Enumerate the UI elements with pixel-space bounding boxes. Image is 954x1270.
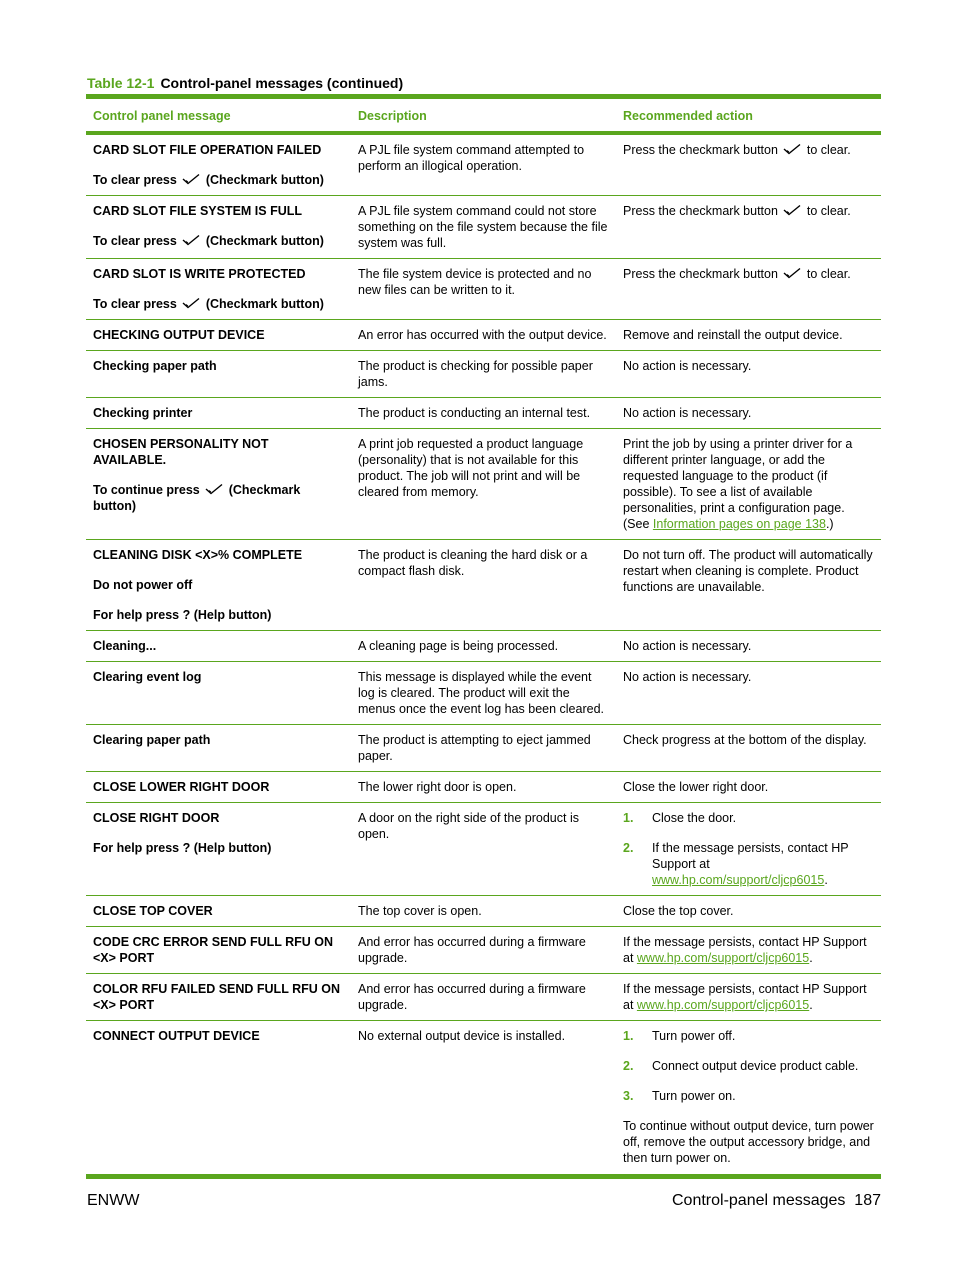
message-cell: [86, 725, 351, 772]
step-text-main: Turn power off.: [652, 1029, 736, 1043]
action-step: [623, 840, 874, 888]
description-cell: An error has occurred with the output device.: [351, 320, 616, 351]
action-text: Print the job by using a printer driver for a different printer language, or add the requested language to the product (if possible). To see a list of available personalities, print a configuration page. (See: [623, 437, 853, 531]
step-text: [652, 1028, 874, 1044]
checkmark-icon: [783, 143, 801, 155]
table-header-row: [86, 97, 881, 134]
step-text-main: Turn power on.: [652, 1089, 736, 1103]
message-text: For help press ? (Help button): [93, 608, 272, 622]
description-cell: A PJL file system command attempted to perform an illogical operation.: [351, 133, 616, 196]
checkmark-icon: [783, 204, 801, 216]
action-cell: [616, 974, 881, 1021]
message-text: Clearing event log: [93, 670, 202, 684]
action-text-end: .: [809, 998, 813, 1012]
message-text: CODE CRC ERROR SEND FULL RFU ON <X> PORT: [93, 935, 334, 965]
step-text: [652, 1058, 874, 1074]
table-row: [86, 974, 881, 1021]
message-instruction: [93, 172, 344, 188]
header-action: Recommended action: [616, 97, 881, 134]
table-row: [86, 803, 881, 896]
message-cell: [86, 196, 351, 259]
action-pre: Press the checkmark button: [623, 204, 778, 218]
message-text: Cleaning...: [93, 639, 157, 653]
action-text-end: .): [825, 517, 834, 531]
message-text: CLOSE LOWER RIGHT DOOR: [93, 780, 270, 794]
action-step: [623, 1088, 874, 1104]
table-row: [86, 133, 881, 196]
action-post: to clear.: [806, 204, 851, 218]
table-caption: [87, 75, 403, 91]
action-text: If the message persists, contact HP Support at: [623, 935, 867, 965]
table-row: [86, 662, 881, 725]
description-cell: The file system device is protected and no new files can be written to it.: [351, 259, 616, 320]
message-cell: [86, 974, 351, 1021]
action-cell: No action is necessary.: [616, 351, 881, 398]
page-number: 187: [854, 1192, 881, 1209]
action-pre: Press the checkmark button: [623, 267, 778, 281]
support-link[interactable]: www.hp.com/support/cljcp6015: [636, 998, 810, 1012]
step-text-main: Close the door.: [652, 811, 737, 825]
step-number: 1.: [623, 811, 634, 825]
table-title: Control-panel messages (continued): [160, 75, 404, 91]
action-post: to clear.: [806, 267, 851, 281]
instruction-post: (Checkmark button): [205, 234, 324, 248]
description-cell: A print job requested a product language (personality) that is not available for this product. The job will not print and will be cleared from memory.: [351, 429, 616, 540]
table-row: [86, 772, 881, 803]
header-description: Description: [351, 97, 616, 134]
table-number: Table 12-1: [87, 75, 155, 91]
message-cell: [86, 259, 351, 320]
action-note: To continue without output device, turn power off, remove the output accessory bridge, and then turn power on.: [623, 1119, 874, 1165]
action-cell: No action is necessary.: [616, 662, 881, 725]
message-text: CLOSE TOP COVER: [93, 904, 213, 918]
message-cell: [86, 1021, 351, 1177]
table-row: [86, 540, 881, 631]
action-cell: Check progress at the bottom of the display.: [616, 725, 881, 772]
step-number: 3.: [623, 1089, 634, 1103]
step-text-end: .: [824, 873, 828, 887]
description-cell: The top cover is open.: [351, 896, 616, 927]
message-text: COLOR RFU FAILED SEND FULL RFU ON <X> PORT: [93, 982, 340, 1012]
table-row: [86, 631, 881, 662]
message-instruction: [93, 233, 344, 249]
instruction-post: (Checkmark button): [205, 173, 324, 187]
action-cell: [616, 133, 881, 196]
instruction-pre: To clear press: [93, 173, 177, 187]
message-text: CARD SLOT FILE OPERATION FAILED: [93, 143, 322, 157]
description-cell: This message is displayed while the event log is cleared. The product will exit the menus once the event log has been cleared.: [351, 662, 616, 725]
message-cell: [86, 429, 351, 540]
action-cell: No action is necessary.: [616, 398, 881, 429]
table-row: [86, 927, 881, 974]
support-link[interactable]: www.hp.com/support/cljcp6015: [652, 873, 825, 887]
action-cell: Remove and reinstall the output device.: [616, 320, 881, 351]
message-text: CARD SLOT FILE SYSTEM IS FULL: [93, 204, 303, 218]
action-step: [623, 810, 874, 826]
message-cell: [86, 662, 351, 725]
message-cell: [86, 540, 351, 631]
message-instruction: [93, 482, 344, 514]
instruction-post: (Checkmark button): [93, 483, 301, 513]
step-text: [652, 840, 874, 888]
support-link[interactable]: www.hp.com/support/cljcp6015: [636, 951, 810, 965]
table-row: [86, 320, 881, 351]
description-cell: The lower right door is open.: [351, 772, 616, 803]
description-cell: And error has occurred during a firmware upgrade.: [351, 974, 616, 1021]
step-text-main: Connect output device product cable.: [652, 1059, 859, 1073]
action-step: [623, 1028, 874, 1044]
description-cell: The product is conducting an internal test.: [351, 398, 616, 429]
action-cell: No action is necessary.: [616, 631, 881, 662]
footer-section-title: Control-panel messages: [671, 1192, 846, 1209]
header-message: Control panel message: [86, 97, 351, 134]
checkmark-icon: [783, 267, 801, 279]
message-text: Checking paper path: [93, 359, 217, 373]
instruction-pre: To clear press: [93, 234, 177, 248]
instruction-post: (Checkmark button): [205, 297, 324, 311]
step-text: [652, 1088, 874, 1104]
message-text: Clearing paper path: [93, 733, 211, 747]
description-cell: A cleaning page is being processed.: [351, 631, 616, 662]
table-row: [86, 351, 881, 398]
message-cell: [86, 398, 351, 429]
footer-edition: ENWW: [87, 1192, 140, 1209]
message-text: CHOSEN PERSONALITY NOT AVAILABLE.: [93, 437, 269, 467]
message-text: CLOSE RIGHT DOOR: [93, 811, 220, 825]
message-text: CHECKING OUTPUT DEVICE: [93, 328, 265, 342]
step-number: 2.: [623, 841, 634, 855]
table-row: [86, 896, 881, 927]
message-cell: [86, 631, 351, 662]
description-cell: A PJL file system command could not store something on the file system because the file system was full.: [351, 196, 616, 259]
action-cell: [616, 259, 881, 320]
action-cell: Do not turn off. The product will automatically restart when cleaning is complete. Product functions are unavailable.: [616, 540, 881, 631]
step-text-main: If the message persists, contact HP Support at: [652, 841, 849, 871]
message-cell: [86, 927, 351, 974]
message-text: CONNECT OUTPUT DEVICE: [93, 1029, 260, 1043]
table-row: [86, 429, 881, 540]
action-step: [623, 1058, 874, 1074]
description-cell: The product is attempting to eject jammed paper.: [351, 725, 616, 772]
action-post: to clear.: [806, 143, 851, 157]
description-cell: The product is cleaning the hard disk or a compact flash disk.: [351, 540, 616, 631]
table-row: [86, 398, 881, 429]
message-text: CARD SLOT IS WRITE PROTECTED: [93, 267, 306, 281]
instruction-pre: To continue press: [93, 483, 200, 497]
action-cell: [616, 927, 881, 974]
instruction-pre: To clear press: [93, 297, 177, 311]
action-cell: [616, 429, 881, 540]
action-cell: Close the lower right door.: [616, 772, 881, 803]
message-cell: [86, 133, 351, 196]
action-cell: [616, 803, 881, 896]
message-cell: [86, 803, 351, 896]
table-row: [86, 259, 881, 320]
control-panel-messages-table: [86, 94, 881, 1179]
action-text: If the message persists, contact HP Support at: [623, 982, 867, 1012]
action-cell: Close the top cover.: [616, 896, 881, 927]
action-cell: [616, 196, 881, 259]
step-number: 2.: [623, 1059, 634, 1073]
message-instruction: [93, 296, 344, 312]
action-text-end: .: [809, 951, 813, 965]
description-cell: And error has occurred during a firmware upgrade.: [351, 927, 616, 974]
message-text: Do not power off: [93, 578, 193, 592]
support-link[interactable]: Information pages on page 138: [652, 517, 826, 531]
checkmark-icon: [182, 297, 200, 309]
checkmark-icon: [182, 234, 200, 246]
action-cell: [616, 1021, 881, 1177]
table-row: [86, 196, 881, 259]
action-pre: Press the checkmark button: [623, 143, 778, 157]
message-text: For help press ? (Help button): [93, 841, 272, 855]
description-cell: The product is checking for possible paper jams.: [351, 351, 616, 398]
message-cell: [86, 896, 351, 927]
message-cell: [86, 320, 351, 351]
checkmark-icon: [205, 483, 223, 495]
table-row: [86, 725, 881, 772]
description-cell: No external output device is installed.: [351, 1021, 616, 1177]
message-text: Checking printer: [93, 406, 193, 420]
table-row: [86, 1021, 881, 1177]
message-cell: [86, 772, 351, 803]
message-cell: [86, 351, 351, 398]
message-text: CLEANING DISK <X>% COMPLETE: [93, 548, 303, 562]
step-text: [652, 810, 874, 826]
step-number: 1.: [623, 1029, 634, 1043]
description-cell: A door on the right side of the product is open.: [351, 803, 616, 896]
checkmark-icon: [182, 173, 200, 185]
footer-section: [672, 1192, 881, 1210]
